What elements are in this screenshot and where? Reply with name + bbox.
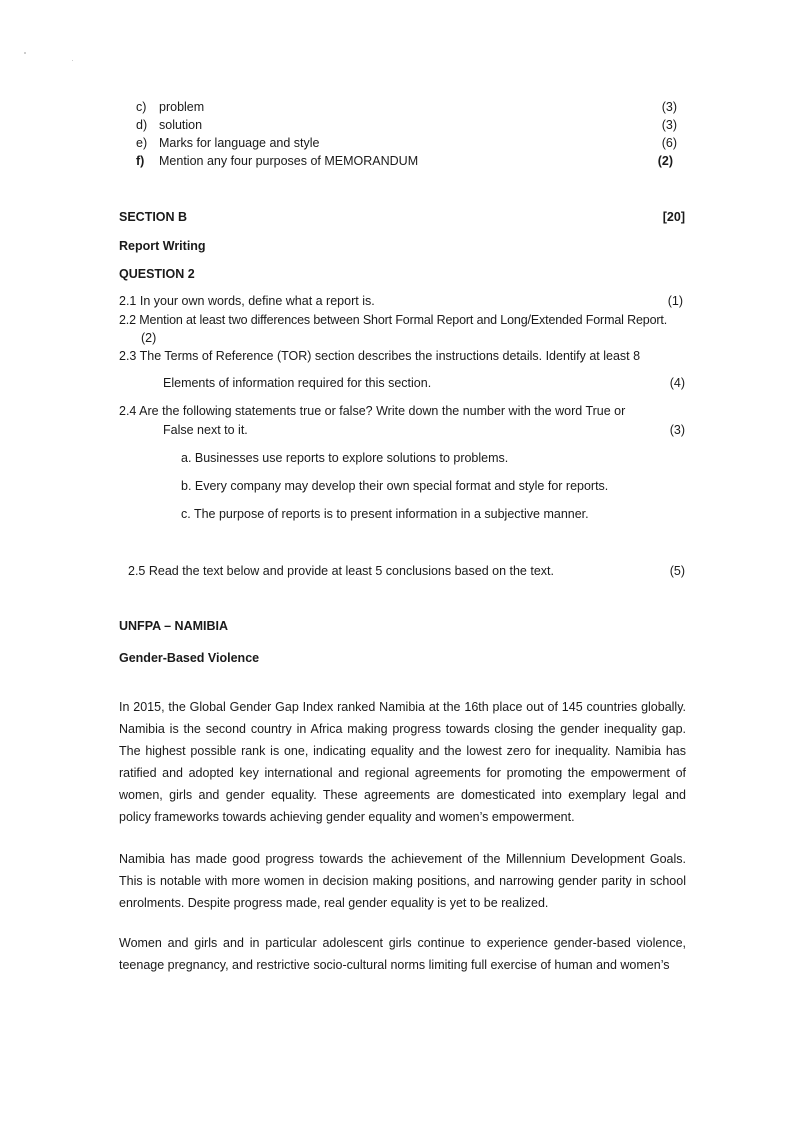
- item-marks: (6): [661, 136, 677, 150]
- item-text: Mention any four purposes of MEMORANDUM: [159, 154, 419, 168]
- scan-speck: [72, 60, 73, 61]
- item-marks: (3): [661, 118, 677, 132]
- question-2-2: 2.2 Mention at least two differences between Short Formal Report and Long/Extended Formal Report.: [119, 313, 668, 327]
- section-title: SECTION B: [119, 210, 188, 224]
- item-letter: e): [136, 136, 148, 150]
- item-letter: f): [136, 154, 145, 168]
- question-2-3: 2.3 The Terms of Reference (TOR) section describes the instructions details. Identify at least 8: [119, 349, 641, 363]
- question-heading: QUESTION 2: [119, 267, 195, 281]
- statement-a: a. Businesses use reports to explore solutions to problems.: [181, 451, 509, 465]
- item-text: problem: [159, 100, 205, 114]
- section-subtitle: Report Writing: [119, 239, 206, 253]
- item-letter: c): [136, 100, 147, 114]
- passage-paragraph-3: Women and girls and in particular adolescent girls continue to experience gender-based violence, teenage pregnancy, and restrictive socio-cultural norms limiting full exercise of human and women’s: [119, 936, 686, 972]
- statement-c: c. The purpose of reports is to present information in a subjective manner.: [181, 507, 589, 521]
- question-2-3-line2: Elements of information required for this section.: [163, 376, 432, 390]
- question-2-3-marks: (4): [669, 376, 685, 390]
- statement-b: b. Every company may develop their own special format and style for reports.: [181, 479, 609, 493]
- passage-org: UNFPA – NAMIBIA: [119, 619, 229, 633]
- question-2-5: 2.5 Read the text below and provide at least 5 conclusions based on the text.: [128, 564, 554, 578]
- scan-speck: [24, 52, 26, 54]
- passage-paragraph-2: Namibia has made good progress towards the achievement of the Millennium Development Goals. This is notable with more women in decision making positions, and narrowing gender parity in school enrolments. Despite progress made, real gender equality is yet to be realized.: [119, 852, 686, 910]
- section-marks: [20]: [662, 210, 685, 224]
- question-2-4-marks: (3): [669, 423, 685, 437]
- question-2-4-line2: False next to it.: [163, 423, 248, 437]
- item-marks: (3): [661, 100, 677, 114]
- passage-title: Gender-Based Violence: [119, 651, 260, 665]
- item-letter: d): [136, 118, 148, 132]
- item-text: Marks for language and style: [159, 136, 320, 150]
- item-text: solution: [159, 118, 203, 132]
- question-2-2-marks: (2): [141, 331, 157, 345]
- question-2-1-marks: (1): [667, 294, 683, 308]
- passage-paragraph-1: In 2015, the Global Gender Gap Index ranked Namibia at the 16th place out of 145 countries globally. Namibia is the second country in Africa making progress towards closing the gender inequality gap. The highest possible rank is one, indicating equality and the lowest zero for inequality. Namibia has ratified and adopted key international and regional agreements for promoting the empowerment of women, girls and gender equality. These agreements are domesticated into exemplary legal and policy frameworks towards achieving gender equality and women’s empowerment.: [119, 700, 686, 824]
- question-2-4: 2.4 Are the following statements true or false? Write down the number with the word True or: [119, 404, 626, 418]
- item-marks: (2): [657, 154, 673, 168]
- question-2-5-marks: (5): [669, 564, 685, 578]
- question-2-1: 2.1 In your own words, define what a report is.: [119, 294, 375, 308]
